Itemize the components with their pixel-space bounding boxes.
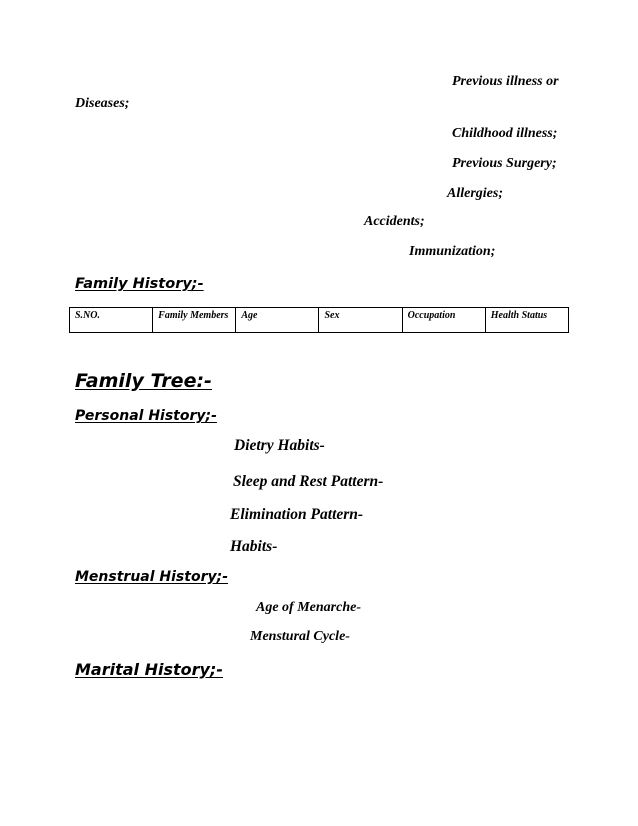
table-header-row [70, 308, 569, 333]
column-occupation: Occupation [402, 308, 485, 333]
allergies-label: Allergies; [447, 186, 503, 201]
sleep-rest-pattern-label: Sleep and Rest Pattern- [233, 473, 384, 490]
family-history-heading: Family History;- [75, 276, 204, 292]
menstrual-cycle-label: Menstural Cycle- [250, 629, 350, 644]
family-history-table [69, 307, 569, 333]
habits-label: Habits- [230, 538, 278, 555]
marital-history-heading: Marital History;- [75, 660, 223, 679]
dietary-habits-label: Dietry Habits- [234, 437, 325, 454]
previous-surgery-label: Previous Surgery; [452, 156, 557, 171]
childhood-illness-label: Childhood illness; [452, 126, 558, 141]
column-age: Age [236, 308, 319, 333]
elimination-pattern-label: Elimination Pattern- [230, 506, 364, 523]
menstrual-history-heading: Menstrual History;- [75, 569, 229, 585]
previous-illness-label: Previous illness or [452, 74, 559, 89]
immunization-label: Immunization; [409, 244, 496, 259]
personal-history-heading: Personal History;- [75, 408, 217, 424]
column-sex: Sex [319, 308, 402, 333]
column-family-members: Family Members [153, 308, 236, 333]
age-of-menarche-label: Age of Menarche- [256, 600, 361, 615]
accidents-label: Accidents; [364, 214, 425, 229]
family-tree-heading: Family Tree:- [75, 370, 212, 392]
previous-illness-continuation: Diseases; [75, 96, 130, 111]
column-sno: S.NO. [70, 308, 153, 333]
column-health-status: Health Status [485, 308, 568, 333]
